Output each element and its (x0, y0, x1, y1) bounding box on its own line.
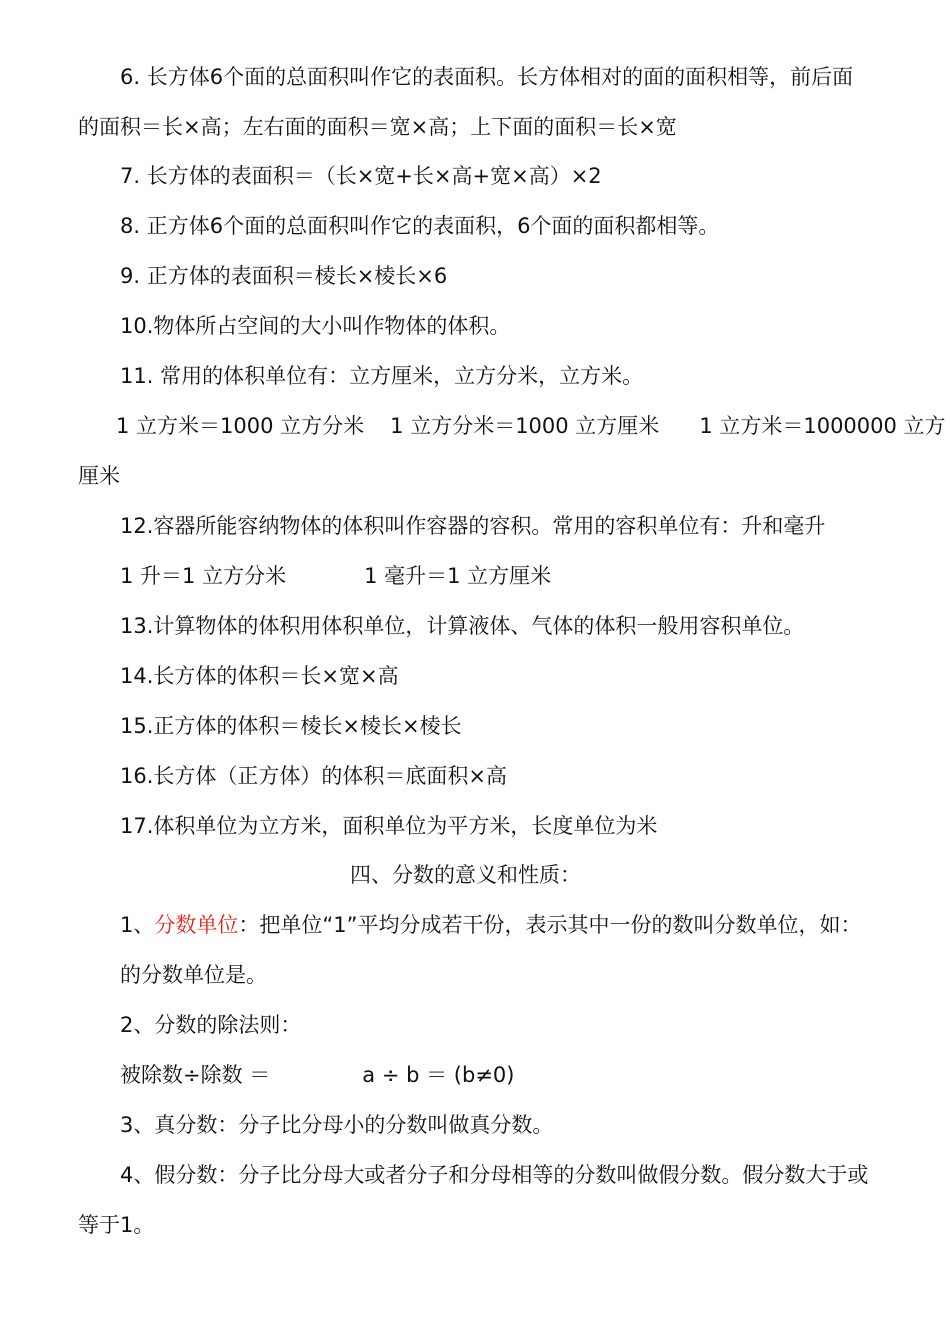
item-11: 11. 常用的体积单位有：立方厘米，立方分米，立方米。 (120, 364, 644, 388)
proper-fraction: 3、真分数：分子比分母小的分数叫做真分数。 (120, 1113, 554, 1137)
item-14: 14.长方体的体积＝长×宽×高 (120, 664, 399, 688)
item-7: 7. 长方体的表面积＝（长×宽+长×高+宽×高）×2 (120, 164, 602, 188)
fraction-unit-term: 分数单位 (154, 913, 239, 937)
item-12: 12.容器所能容纳物体的体积叫作容器的容积。常用的容积单位有：升和毫升 (120, 514, 826, 538)
item-13: 13.计算物体的体积用体积单位，计算液体、气体的体积一般用容积单位。 (120, 614, 805, 638)
fraction-unit-line-1 (120, 910, 950, 940)
fraction-unit-line-2: 的分数单位是。 (120, 963, 267, 987)
conversion-m3-cm3: 1 立方米＝1000000 立方 (699, 414, 946, 438)
conversion-ml-cm3: 1 毫升＝1 立方厘米 (364, 564, 552, 588)
improper-fraction-line-2: 等于1。 (78, 1213, 155, 1237)
capacity-conversion-row (120, 561, 950, 591)
item-15: 15.正方体的体积＝棱长×棱长×棱长 (120, 714, 462, 738)
conversion-m3-cm3-continued: 厘米 (78, 464, 120, 488)
section-heading: 四、分数的意义和性质： (350, 863, 581, 887)
item-6-line-2: 的面积＝长×高；左右面的面积＝宽×高；上下面的面积＝长×宽 (78, 115, 677, 139)
conversion-l-dm3: 1 升＝1 立方分米 (120, 564, 287, 588)
conversion-dm3-cm3: 1 立方分米＝1000 立方厘米 (390, 414, 660, 438)
volume-conversion-row (116, 411, 950, 441)
division-formula (120, 1060, 950, 1090)
improper-fraction-line-1: 4、假分数：分子比分母大或者分子和分母相等的分数叫做假分数。假分数大于或 (120, 1163, 869, 1187)
item-10: 10.物体所占空间的大小叫作物体的体积。 (120, 314, 511, 338)
division-formula-words: 被除数÷除数 ＝ (120, 1063, 271, 1087)
division-formula-letters: a ÷ b ＝ (b≠0) (362, 1063, 515, 1087)
item-6-line-1: 6. 长方体6个面的总面积叫作它的表面积。长方体相对的面的面积相等，前后面 (120, 65, 854, 89)
item-17: 17.体积单位为立方米，面积单位为平方米，长度单位为米 (120, 814, 658, 838)
fraction-unit-definition: ：把单位“1”平均分成若干份，表示其中一份的数叫分数单位，如： (238, 913, 862, 937)
conversion-m3-dm3: 1 立方米＝1000 立方分米 (116, 414, 365, 438)
item-8: 8. 正方体6个面的总面积叫作它的表面积，6个面的面积都相等。 (120, 214, 720, 238)
fraction-unit-prefix: 1、 (120, 913, 155, 937)
item-16: 16.长方体（正方体）的体积＝底面积×高 (120, 764, 507, 788)
fraction-division-rule: 2、分数的除法则： (120, 1013, 302, 1037)
item-9: 9. 正方体的表面积＝棱长×棱长×6 (120, 264, 448, 288)
